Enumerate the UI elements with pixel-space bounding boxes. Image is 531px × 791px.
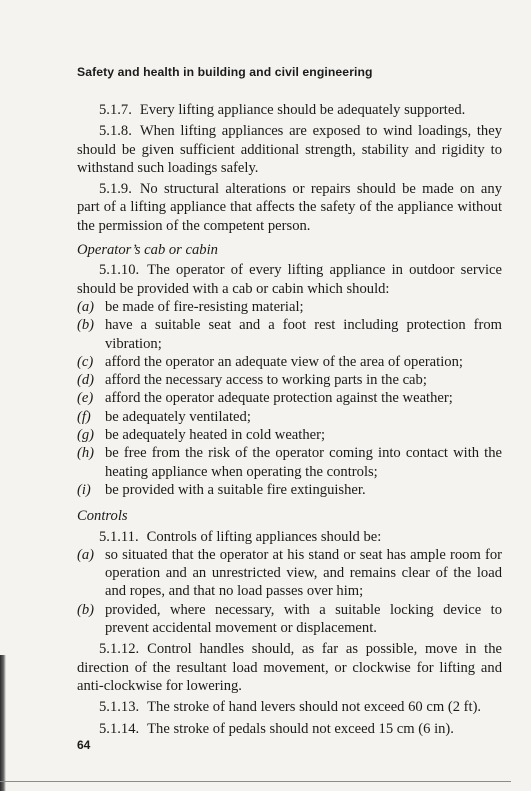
item-label: (e) — [77, 390, 94, 407]
paragraph-text: Every lifting appliance should be adequately supported. — [139, 102, 466, 118]
list-item — [77, 426, 502, 444]
paragraph-5-1-9 — [77, 180, 502, 235]
paragraph-number: 5.1.11. — [99, 528, 139, 545]
page-spine-shadow — [0, 655, 6, 791]
running-head: Safety and health in building and civil engineering — [77, 65, 373, 79]
paragraph-5-1-11 — [77, 528, 502, 546]
section-heading-cab: Operator’s cab or cabin — [77, 242, 218, 259]
list-item — [77, 389, 502, 407]
item-text: so situated that the operator at his stand or seat has ample room for operation and an unrestricted view, and remains clear of the load and ropes, and that no load passes over him; — [105, 546, 502, 600]
paragraph-text: The stroke of pedals should not exceed 15 cm (6 in). — [147, 720, 454, 737]
paragraph-number: 5.1.7. — [99, 102, 132, 118]
paragraph-5-1-8 — [77, 122, 502, 177]
paragraph-5-1-10 — [77, 261, 502, 298]
paragraph-5-1-12 — [77, 640, 502, 695]
item-label: (b) — [77, 317, 95, 334]
paragraph-number: 5.1.13. — [99, 699, 140, 716]
paragraph-number: 5.1.9. — [99, 181, 132, 198]
item-text: be adequately ventilated; — [105, 408, 251, 425]
item-text: be provided with a suitable fire extinguisher. — [105, 481, 366, 498]
paragraph-text: The operator of every lifting appliance in outdoor service should be provided with a cab or cabin which should: — [77, 262, 502, 297]
paragraph-5-1-7 — [77, 101, 502, 119]
item-label: (c) — [77, 353, 94, 370]
paragraph-text: The stroke of hand levers should not exceed 60 cm (2 ft). — [147, 699, 482, 716]
item-label: (h) — [77, 445, 95, 462]
paragraph-number: 5.1.8. — [99, 123, 132, 140]
paragraph-number: 5.1.10. — [99, 262, 140, 279]
list-item — [77, 481, 502, 499]
paragraph-text: Control handles should, as far as possible, move in the direction of the resultant load movement, or clockwise for lifting and anti-clockwise for lowering. — [77, 641, 502, 694]
item-label: (a) — [77, 546, 95, 563]
list-item — [77, 316, 502, 353]
item-text: provided, where necessary, with a suitable locking device to prevent accidental movement or displacement. — [105, 601, 502, 637]
item-label: (d) — [77, 372, 95, 389]
item-text: be free from the risk of the operator coming into contact with the heating appliance when operating the controls; — [105, 445, 502, 480]
list-item — [77, 601, 502, 638]
item-text: afford the operator an adequate view of the area of operation; — [105, 353, 463, 370]
paragraph-5-1-14 — [77, 720, 502, 738]
paragraph-text: No structural alterations or repairs should be made on any part of a lifting appliance that affects the safety of the appliance without the permission of the competent person. — [77, 181, 502, 234]
item-label: (i) — [77, 481, 91, 498]
item-label: (g) — [77, 427, 95, 444]
list-item — [77, 444, 502, 481]
list-item — [77, 298, 502, 316]
item-text: afford the necessary access to working parts in the cab; — [105, 372, 427, 389]
item-label: (b) — [77, 601, 95, 618]
list-item — [77, 353, 502, 371]
item-label: (f) — [77, 408, 91, 425]
list-item — [77, 371, 502, 389]
paragraph-number: 5.1.14. — [99, 720, 140, 737]
item-text: afford the operator adequate protection against the weather; — [105, 390, 453, 407]
page-number: 64 — [77, 738, 91, 752]
item-text: have a suitable seat and a foot rest including protection from vibration; — [105, 317, 502, 352]
paragraph-text: When lifting appliances are exposed to wind loadings, they should be given sufficient additional strength, stability and rigidity to withstand such loadings safely. — [77, 123, 502, 176]
item-text: be adequately heated in cold weather; — [105, 427, 326, 444]
list-item — [77, 408, 502, 426]
page-bottom-edge — [0, 781, 511, 782]
paragraph-5-1-13 — [77, 698, 502, 716]
list-item — [77, 546, 502, 601]
section-heading-controls: Controls — [77, 508, 128, 525]
item-label: (a) — [77, 298, 95, 315]
paragraph-text: Controls of lifting appliances should be: — [146, 528, 382, 545]
page-body — [77, 101, 502, 738]
paragraph-number: 5.1.12. — [99, 641, 140, 658]
item-text: be made of fire-resisting material; — [105, 298, 304, 315]
